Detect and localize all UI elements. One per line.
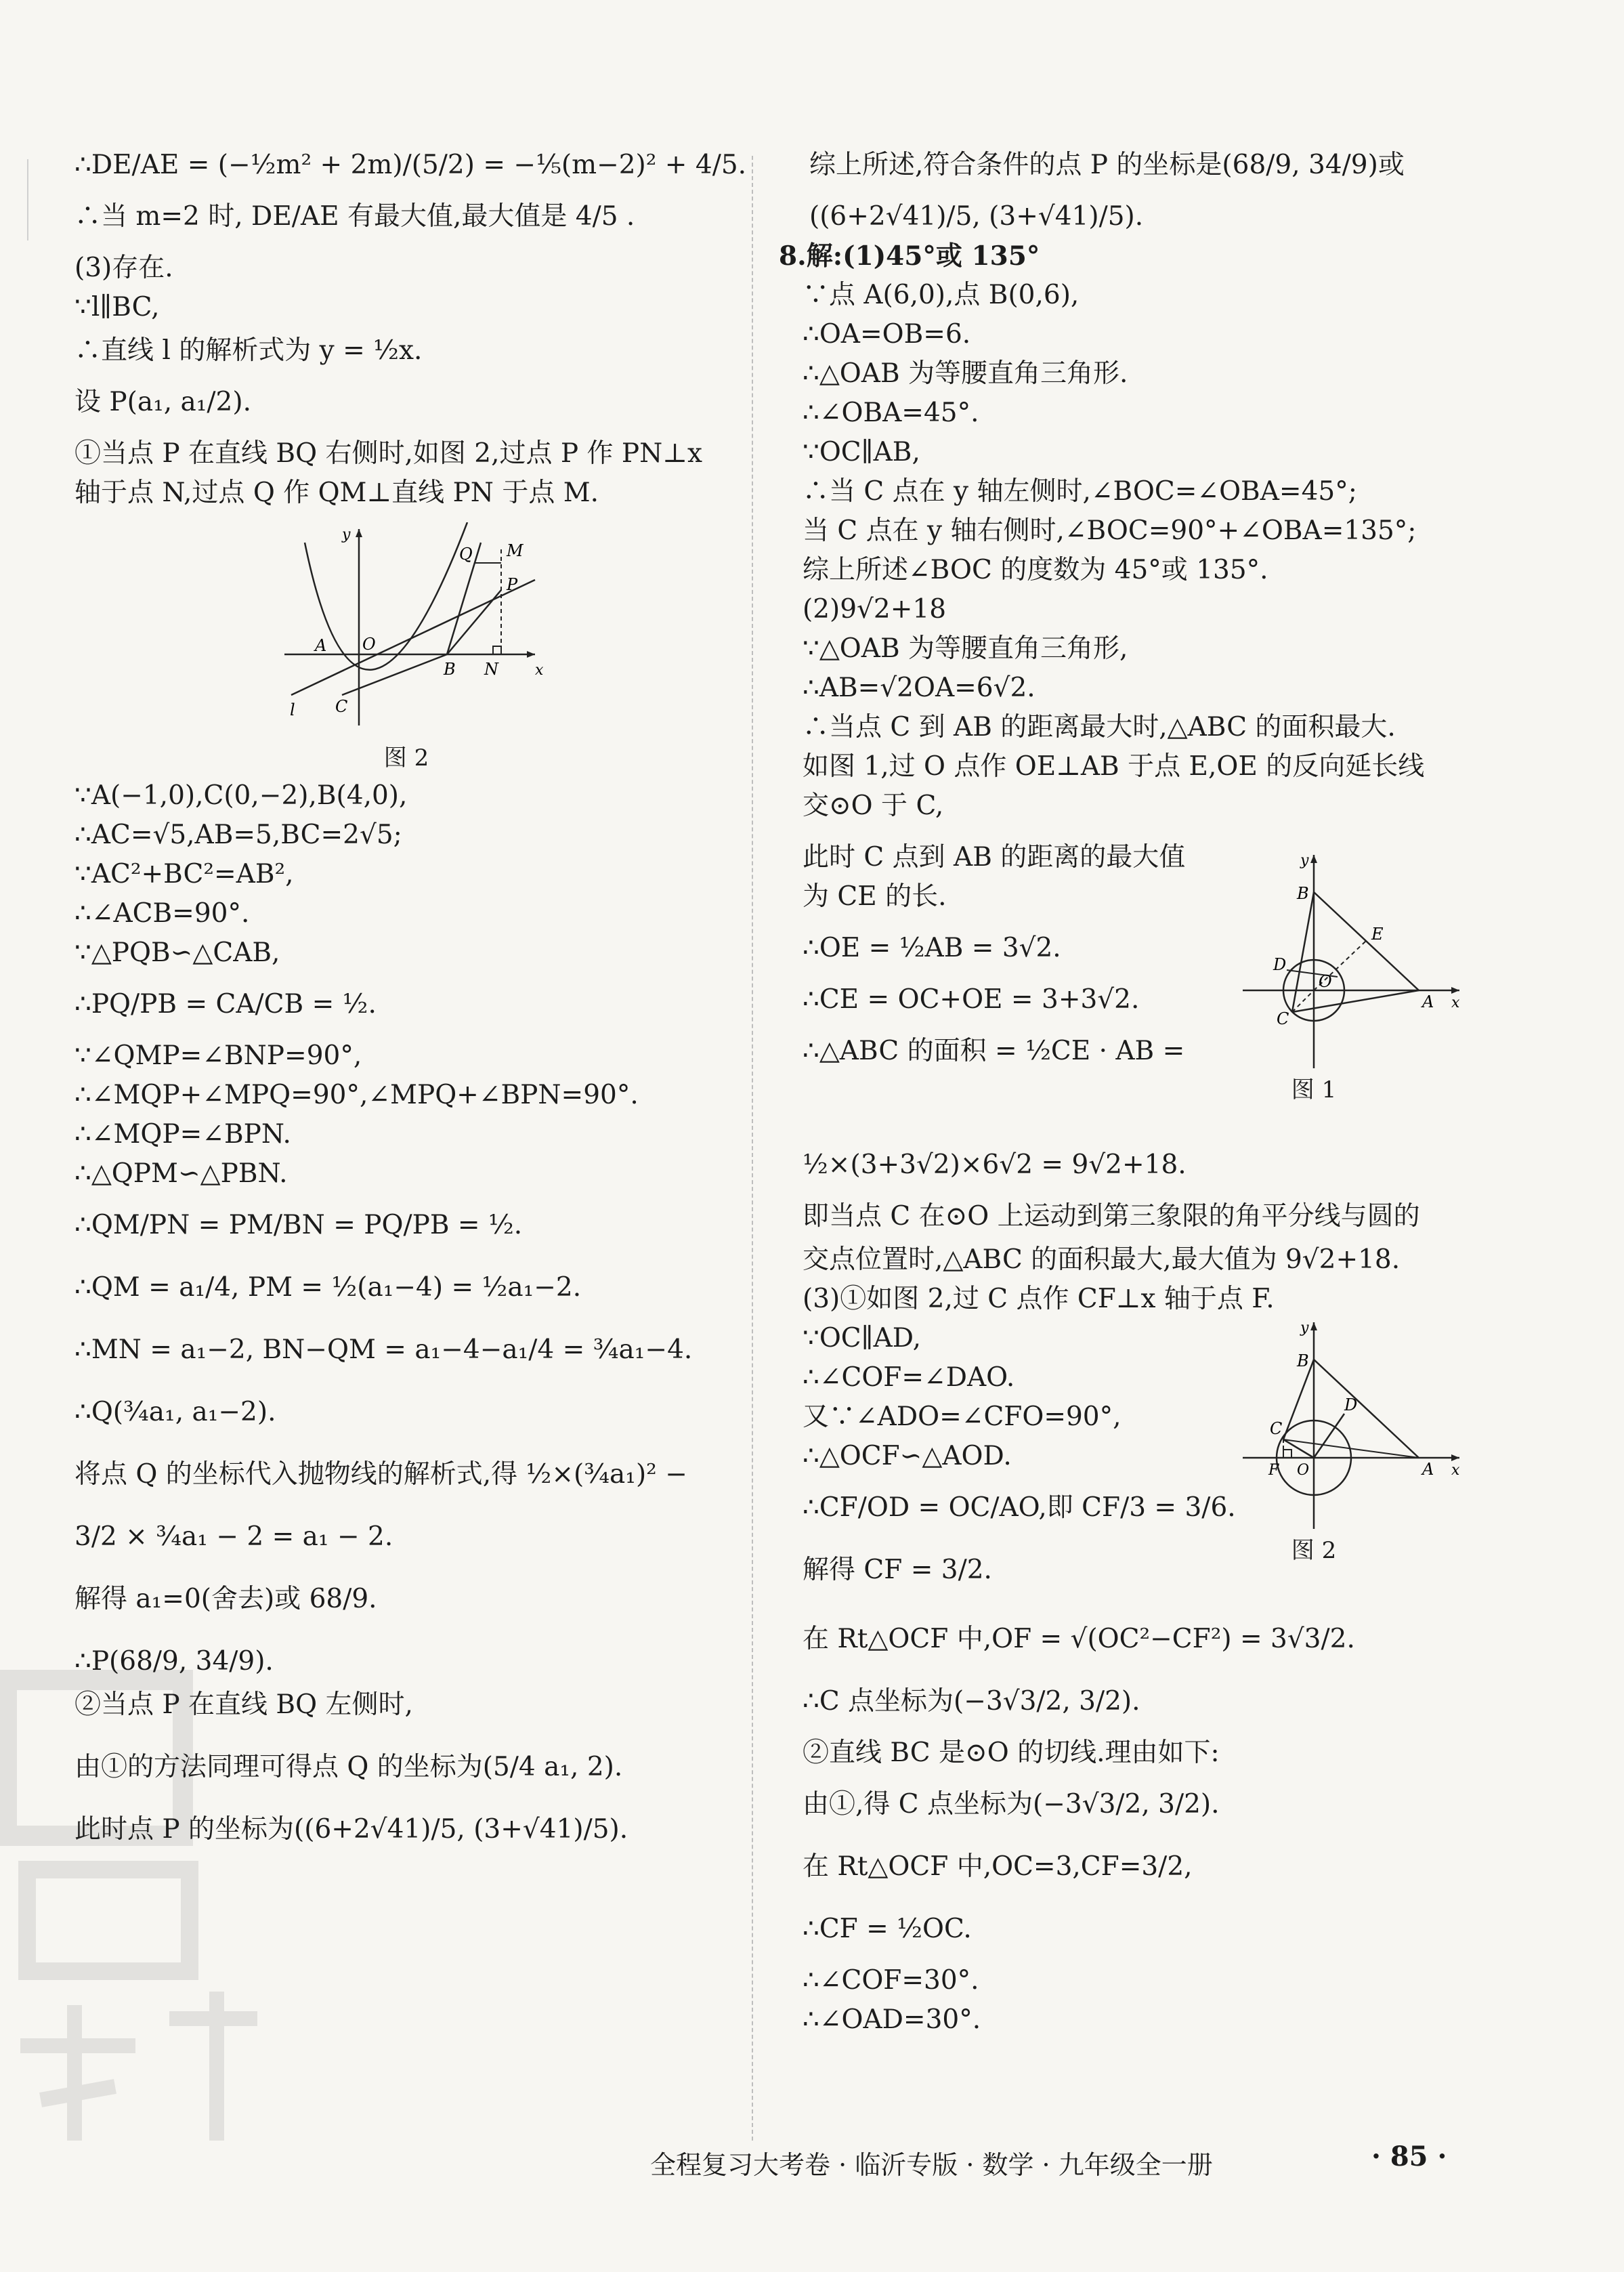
text-line: ∴△QPM∽△PBN.: [74, 1158, 288, 1189]
fig-label: y: [342, 526, 351, 543]
text-line: ∴P(68/9, 34/9).: [74, 1646, 274, 1677]
fig-label: N: [484, 660, 498, 679]
fig-label: C: [1277, 1009, 1289, 1028]
text-line: ∴当点 C 到 AB 的距离最大时,△ABC 的面积最大.: [803, 712, 1396, 742]
text-line: 在 Rt△OCF 中,OC=3,CF=3/2,: [803, 1851, 1193, 1882]
page-number: · 85 ·: [1371, 2141, 1447, 2172]
text-line: 轴于点 N,过点 Q 作 QM⊥直线 PN 于点 M.: [74, 478, 599, 508]
text-line: ½×(3+3√2)×6√2 = 9√2+18.: [803, 1150, 1187, 1180]
text-line: 为 CE 的长.: [803, 881, 947, 912]
text-line: ∴△ABC 的面积 = ½CE · AB =: [803, 1036, 1185, 1066]
text-line: ∴AB=√2OA=6√2.: [803, 673, 1035, 703]
parabola-figure-drawing: [278, 522, 630, 739]
fig-label: M: [507, 541, 523, 560]
text-line: 将点 Q 的坐标代入抛物线的解析式,得 ½×(¾a₁)² −: [74, 1459, 687, 1490]
fig-label: P: [507, 575, 518, 594]
text-line: ∴∠OAD=30°.: [803, 2004, 981, 2035]
text-line: (3)存在.: [74, 253, 173, 283]
text-line: ①当点 P 在直线 BQ 右侧时,如图 2,过点 P 作 PN⊥x: [74, 438, 702, 469]
text-line: ②当点 P 在直线 BQ 左侧时,: [74, 1689, 413, 1720]
fig-label: C: [1270, 1419, 1283, 1438]
fig-label: O: [362, 635, 376, 654]
text-line: ∴OE = ½AB = 3√2.: [803, 933, 1061, 963]
text-line: 此时 C 点到 AB 的距离的最大值: [803, 842, 1186, 872]
text-line: 综上所述∠BOC 的度数为 45°或 135°.: [803, 555, 1268, 585]
right-column: [779, 146, 1493, 2040]
text-line: ∴△OAB 为等腰直角三角形.: [803, 358, 1128, 389]
text-line: ∵AC²+BC²=AB²,: [74, 859, 294, 889]
text-line: 解得 CF = 3/2.: [803, 1555, 992, 1585]
text-line: 由①的方法同理可得点 Q 的坐标为(5/4 a₁, 2).: [74, 1752, 623, 1782]
text-line: ∵l∥BC,: [74, 292, 160, 322]
fig-label: A: [1422, 1460, 1434, 1479]
text-line: ∴CE = OC+OE = 3+3√2.: [803, 984, 1140, 1015]
footer-series-title: 全程复习大考卷 · 临沂专版 · 数学 · 九年级全一册: [650, 2150, 1213, 2180]
fig-label: Q: [459, 545, 473, 564]
fig-label: O: [1319, 972, 1332, 991]
text-line: ∵△OAB 为等腰直角三角形,: [803, 633, 1128, 664]
left-column: [74, 146, 745, 1849]
text-line: 当 C 点在 y 轴右侧时,∠BOC=90°+∠OBA=135°;: [803, 516, 1417, 546]
text-line: 综上所述,符合条件的点 P 的坐标是(68/9, 34/9)或: [809, 150, 1405, 180]
text-line: ∴∠COF=∠DAO.: [803, 1362, 1015, 1393]
text-line: ∴DE/AE = (−½m² + 2m)/(5/2) = −⅕(m−2)² + 4/5.: [74, 150, 747, 180]
text-line: ∴∠ACB=90°.: [74, 898, 250, 929]
text-line: ∴QM = a₁/4, PM = ½(a₁−4) = ½a₁−2.: [74, 1272, 582, 1303]
text-line: ((6+2√41)/5, (3+√41)/5).: [809, 201, 1144, 232]
text-line: 此时点 P 的坐标为((6+2√41)/5, (3+√41)/5).: [74, 1814, 628, 1845]
fig-label: B: [444, 660, 456, 679]
text-line: ∴∠COF=30°.: [803, 1965, 979, 1996]
figure-caption: 图 2: [383, 744, 429, 772]
text-line: ∴C 点坐标为(−3√3/2, 3/2).: [803, 1686, 1140, 1717]
text-line: ∴∠MQP=∠BPN.: [74, 1119, 291, 1150]
text-line: 3/2 × ¾a₁ − 2 = a₁ − 2.: [74, 1521, 393, 1552]
fig-label: x: [1451, 994, 1460, 1011]
fig1-block: [803, 838, 1493, 1122]
figure-2: [1236, 1312, 1466, 1565]
text-line: ∵A(−1,0),C(0,−2),B(4,0),: [74, 780, 408, 811]
fig2-drawing: [1236, 1312, 1466, 1536]
text-line: ∴PQ/PB = CA/CB = ½.: [74, 989, 377, 1019]
fig-label: O: [1297, 1462, 1310, 1479]
text-line: ∴QM/PN = PM/BN = PQ/PB = ½.: [74, 1210, 523, 1240]
fig-label: E: [1371, 925, 1384, 944]
fig-label: D: [1344, 1395, 1358, 1414]
fig-label: x: [535, 662, 544, 679]
text-line: ∴△OCF∽△AOD.: [803, 1441, 1012, 1471]
fig-label: l: [290, 700, 295, 719]
margin-rule: [27, 159, 28, 240]
fig-label: y: [1300, 852, 1309, 869]
fig-label: C: [335, 697, 348, 716]
text-line: ∵OC∥AB,: [803, 437, 920, 467]
text-line: ∵∠QMP=∠BNP=90°,: [74, 1040, 362, 1071]
text-line: ∴∠MQP+∠MPQ=90°,∠MPQ+∠BPN=90°.: [74, 1080, 639, 1110]
text-line: ∴当 C 点在 y 轴左侧时,∠BOC=∠OBA=45°;: [803, 476, 1357, 507]
figure-caption: 图 2: [1291, 1537, 1337, 1564]
figure-caption: 图 1: [1291, 1076, 1337, 1103]
fig-label: D: [1273, 955, 1287, 974]
text-line: 交⊙O 于 C,: [803, 791, 944, 821]
text-line: ∴CF/OD = OC/AO,即 CF/3 = 3/6.: [803, 1492, 1236, 1523]
fig1-drawing: [1236, 845, 1466, 1075]
fig-label: A: [315, 636, 327, 655]
figure-parabola: [278, 522, 630, 772]
text-line: ②直线 BC 是⊙O 的切线.理由如下:: [803, 1738, 1220, 1768]
fig-label: A: [1422, 992, 1434, 1011]
figure-1: [1236, 845, 1466, 1104]
fig-label: F: [1268, 1462, 1279, 1479]
text-line: ∵△PQB∽△CAB,: [74, 938, 280, 968]
text-line: ∴当 m=2 时, DE/AE 有最大值,最大值是 4/5 .: [74, 201, 635, 232]
text-line: 交点位置时,△ABC 的面积最大,最大值为 9√2+18.: [803, 1244, 1401, 1275]
text-line: 解得 a₁=0(舍去)或 68/9.: [74, 1584, 377, 1614]
text-line: ∴CF = ½OC.: [803, 1914, 972, 1944]
text-line: (2)9√2+18: [803, 594, 947, 625]
text-line: 如图 1,过 O 点作 OE⊥AB 于点 E,OE 的反向延长线: [803, 751, 1425, 782]
text-line: ∴MN = a₁−2, BN−QM = a₁−4−a₁/4 = ¾a₁−4.: [74, 1334, 693, 1365]
text-line: ∴直线 l 的解析式为 y = ½x.: [74, 335, 423, 366]
fig-label: x: [1451, 1462, 1460, 1479]
fig-label: y: [1300, 1320, 1309, 1337]
text-line: ∴OA=OB=6.: [803, 319, 971, 350]
fig-label: B: [1297, 884, 1309, 903]
text-line: 设 P(a₁, a₁/2).: [74, 387, 251, 417]
text-line: (3)①如图 2,过 C 点作 CF⊥x 轴于点 F.: [803, 1284, 1275, 1314]
text-line: 即当点 C 在⊙O 上运动到第三象限的角平分线与圆的: [803, 1201, 1420, 1232]
text-line: ∴∠OBA=45°.: [803, 398, 979, 428]
fig-label: B: [1297, 1351, 1309, 1370]
text-line: ∴AC=√5,AB=5,BC=2√5;: [74, 820, 402, 850]
text-line: 由①,得 C 点坐标为(−3√3/2, 3/2).: [803, 1789, 1220, 1819]
column-divider: [752, 156, 753, 2141]
question-heading: 8.解:(1)45°或 135°: [779, 240, 1040, 272]
text-line: ∴Q(¾a₁, a₁−2).: [74, 1397, 276, 1427]
text-line: 又∵∠ADO=∠CFO=90°,: [803, 1402, 1121, 1432]
fig2-block: [803, 1319, 1493, 1597]
text-line: 在 Rt△OCF 中,OF = √(OC²−CF²) = 3√3/2.: [803, 1624, 1355, 1654]
text-line: ∵OC∥AD,: [803, 1323, 922, 1353]
text-line: ∵点 A(6,0),点 B(0,6),: [803, 280, 1080, 310]
